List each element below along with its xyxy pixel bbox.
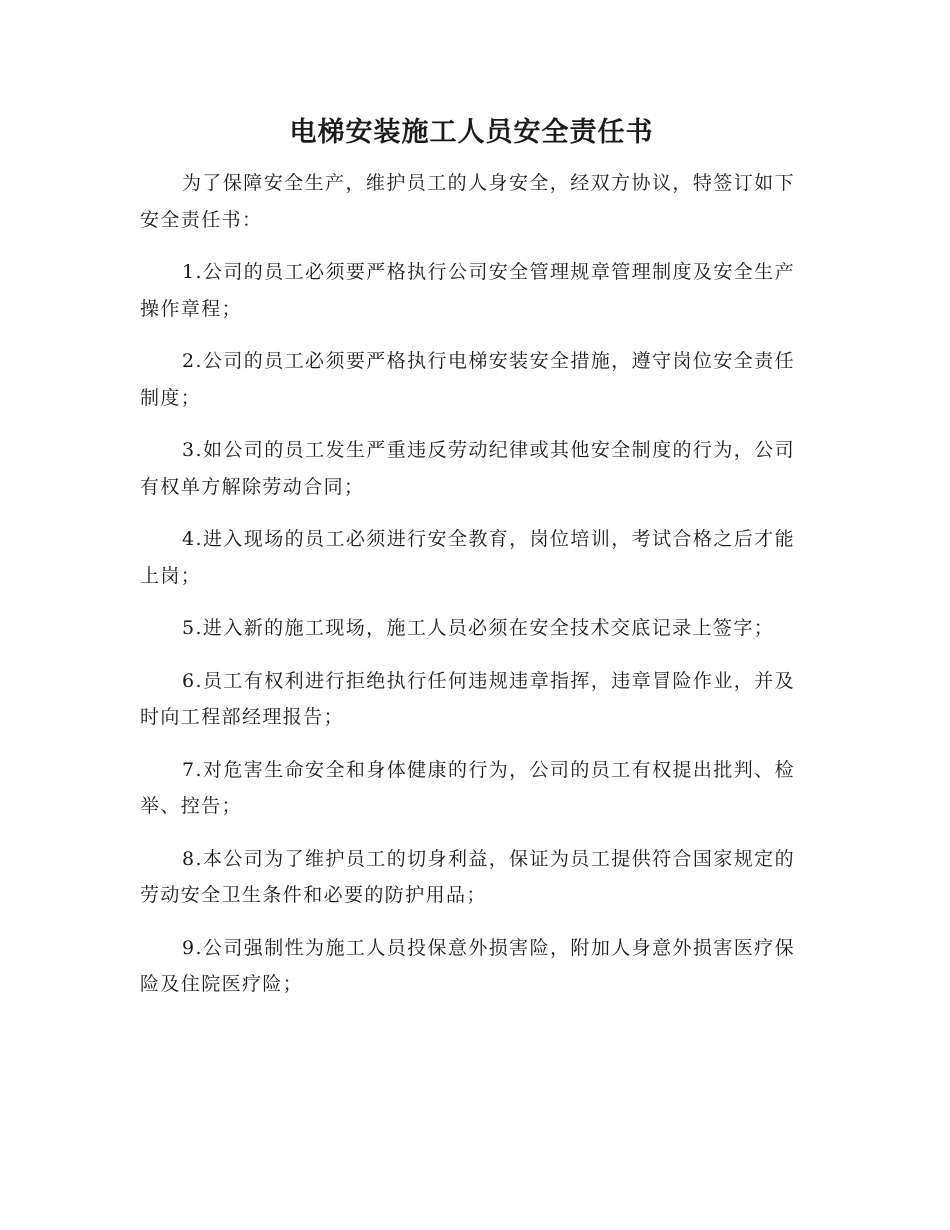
document-title: 电梯安装施工人员安全责任书 — [289, 117, 654, 148]
intro-paragraph: 为了保障安全生产，维护员工的人身安全，经双方协议，特签订如下安全责任书： — [140, 172, 795, 231]
clause-4-paragraph: 4.进入现场的员工必须进行安全教育，岗位培训，考试合格之后才能上岗； — [140, 528, 795, 587]
clause-6-paragraph: 6.员工有权利进行拒绝执行任何违规违章指挥，违章冒险作业，并及时向工程部经理报告； — [140, 669, 795, 728]
clause-3-paragraph: 3.如公司的员工发生严重违反劳动纪律或其他安全制度的行为，公司有权单方解除劳动合同； — [140, 439, 795, 498]
clause-5-paragraph: 5.进入新的施工现场，施工人员必须在安全技术交底记录上签字； — [182, 617, 775, 639]
document-page — [140, 0, 795, 1003]
clause-1-paragraph: 1.公司的员工必须要严格执行公司安全管理规章管理制度及安全生产操作章程； — [140, 261, 795, 320]
clause-7-paragraph: 7.对危害生命安全和身体健康的行为，公司的员工有权提出批判、检举、控告； — [140, 758, 795, 817]
clause-9-paragraph: 9.公司强制性为施工人员投保意外损害险，附加人身意外损害医疗保险及住院医疗险； — [140, 936, 795, 995]
clause-8-paragraph: 8.本公司为了维护员工的切身利益，保证为员工提供符合国家规定的劳动安全卫生条件和必要的防护用品； — [140, 847, 795, 906]
clause-2-paragraph: 2.公司的员工必须要严格执行电梯安装安全措施，遵守岗位安全责任制度； — [140, 350, 795, 409]
